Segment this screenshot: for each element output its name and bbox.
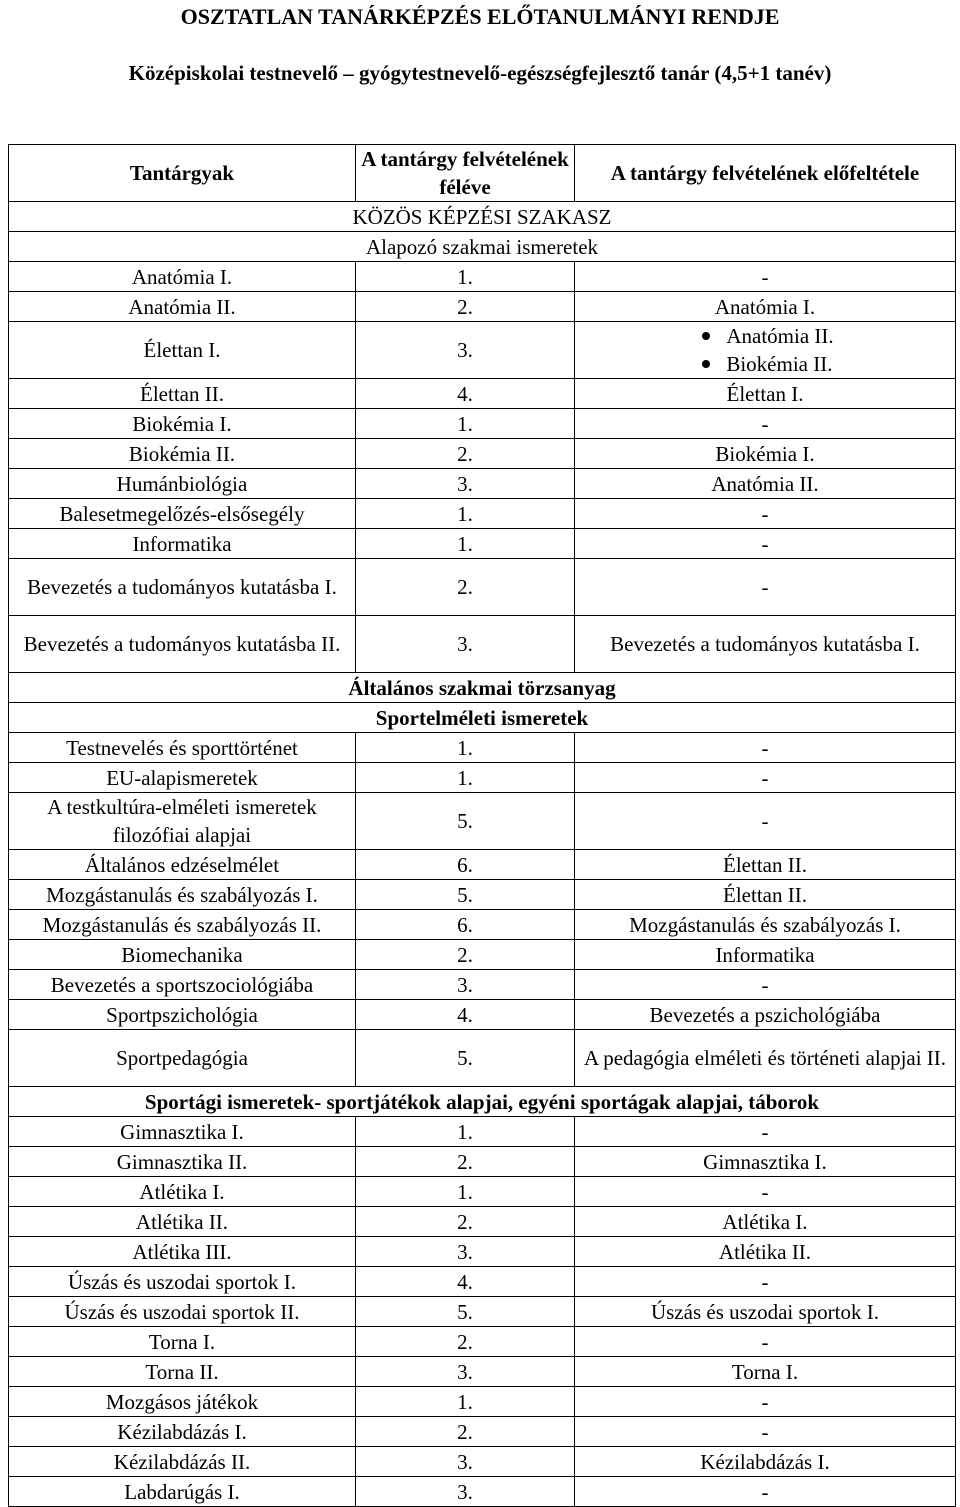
table-row	[9, 529, 956, 559]
subject-cell: Sportpszichológia	[9, 1000, 356, 1030]
subject-cell: Anatómia II.	[9, 292, 356, 322]
prerequisite-cell: Atlétika I.	[575, 1207, 956, 1237]
semester-cell: 2.	[356, 940, 575, 970]
subject-cell: Általános edzéselmélet	[9, 850, 356, 880]
semester-cell: 1.	[356, 1387, 575, 1417]
prerequisite-cell: Élettan I.	[575, 379, 956, 409]
subject-cell: Informatika	[9, 529, 356, 559]
prerequisite-cell: Informatika	[575, 940, 956, 970]
prerequisite-cell: -	[575, 1417, 956, 1447]
subject-cell: Balesetmegelőzés-elsősegély	[9, 499, 356, 529]
semester-cell: 1.	[356, 1177, 575, 1207]
prerequisite-cell: -	[575, 529, 956, 559]
prerequisite-cell: -	[575, 409, 956, 439]
semester-cell: 3.	[356, 469, 575, 499]
section-heading: Sportági ismeretek- sportjátékok alapjai, egyéni sportágak alapjai, táborok	[9, 1087, 956, 1117]
table-row	[9, 1147, 956, 1177]
table-row	[9, 1207, 956, 1237]
prerequisite-list-item	[696, 350, 833, 378]
table-row	[9, 1267, 956, 1297]
semester-cell: 4.	[356, 1000, 575, 1030]
prerequisite-cell: -	[575, 499, 956, 529]
semester-cell: 3.	[356, 970, 575, 1000]
prerequisite-cell: -	[575, 1267, 956, 1297]
prerequisite-cell: Torna I.	[575, 1357, 956, 1387]
table-row	[9, 1030, 956, 1087]
table-body	[9, 202, 956, 1507]
bullet-icon	[702, 360, 710, 368]
semester-cell: 5.	[356, 793, 575, 850]
semester-cell: 1.	[356, 1117, 575, 1147]
semester-cell: 1.	[356, 529, 575, 559]
table-row	[9, 469, 956, 499]
prerequisite-cell: Gimnasztika I.	[575, 1147, 956, 1177]
subject-cell: Biokémia I.	[9, 409, 356, 439]
semester-cell: 5.	[356, 1297, 575, 1327]
semester-cell: 3.	[356, 1477, 575, 1507]
prerequisite-cell: -	[575, 1387, 956, 1417]
semester-cell: 3.	[356, 1237, 575, 1267]
prerequisite-list-item	[696, 322, 833, 350]
section-row	[9, 673, 956, 703]
semester-cell: 1.	[356, 733, 575, 763]
table-row	[9, 1000, 956, 1030]
subject-cell: Úszás és uszodai sportok II.	[9, 1297, 356, 1327]
subject-cell: Élettan I.	[9, 322, 356, 379]
subject-cell: Atlétika III.	[9, 1237, 356, 1267]
table-row	[9, 262, 956, 292]
table-row	[9, 793, 956, 850]
semester-cell: 4.	[356, 1267, 575, 1297]
section-heading: Alapozó szakmai ismeretek	[9, 232, 956, 262]
section-heading: Általános szakmai törzsanyag	[9, 673, 956, 703]
table-row	[9, 1447, 956, 1477]
table-row	[9, 1357, 956, 1387]
table-row	[9, 880, 956, 910]
subject-cell: Kézilabdázás II.	[9, 1447, 356, 1477]
section-row	[9, 1087, 956, 1117]
prerequisite-cell: Atlétika II.	[575, 1237, 956, 1267]
subject-cell: Gimnasztika II.	[9, 1147, 356, 1177]
section-row	[9, 202, 956, 232]
table-row	[9, 1387, 956, 1417]
prerequisite-text: Anatómia II.	[726, 324, 834, 348]
table-row	[9, 292, 956, 322]
semester-cell: 1.	[356, 763, 575, 793]
table-row	[9, 409, 956, 439]
subject-cell: Úszás és uszodai sportok I.	[9, 1267, 356, 1297]
table-row	[9, 763, 956, 793]
prerequisite-cell: Élettan II.	[575, 850, 956, 880]
semester-cell: 3.	[356, 1357, 575, 1387]
prerequisite-cell: -	[575, 970, 956, 1000]
subject-cell: Biokémia II.	[9, 439, 356, 469]
table-row	[9, 910, 956, 940]
prerequisite-cell: -	[575, 763, 956, 793]
table-row	[9, 940, 956, 970]
header-prerequisite: A tantárgy felvételének előfeltétele	[575, 145, 956, 202]
bullet-icon	[702, 332, 710, 340]
semester-cell: 2.	[356, 292, 575, 322]
prerequisite-cell: -	[575, 1117, 956, 1147]
semester-cell: 1.	[356, 262, 575, 292]
subject-cell: Bevezetés a tudományos kutatásba II.	[9, 616, 356, 673]
table-row	[9, 1477, 956, 1507]
semester-cell: 2.	[356, 1147, 575, 1177]
table-row	[9, 559, 956, 616]
semester-cell: 3.	[356, 1447, 575, 1477]
semester-cell: 2.	[356, 1207, 575, 1237]
page-title: OSZTATLAN TANÁRKÉPZÉS ELŐTANULMÁNYI RENDJE	[180, 4, 780, 29]
subject-cell: Biomechanika	[9, 940, 356, 970]
prerequisite-cell: -	[575, 262, 956, 292]
prerequisite-cell: -	[575, 1327, 956, 1357]
subject-cell: Testnevelés és sporttörténet	[9, 733, 356, 763]
semester-cell: 6.	[356, 850, 575, 880]
subject-cell: Torna I.	[9, 1327, 356, 1357]
subject-cell: Mozgásos játékok	[9, 1387, 356, 1417]
prerequisite-cell: Biokémia I.	[575, 439, 956, 469]
prerequisite-cell	[575, 322, 956, 379]
prerequisite-cell: Anatómia I.	[575, 292, 956, 322]
table-row	[9, 439, 956, 469]
header-subjects: Tantárgyak	[9, 145, 356, 202]
semester-cell: 6.	[356, 910, 575, 940]
section-heading: KÖZÖS KÉPZÉSI SZAKASZ	[9, 202, 956, 232]
curriculum-table	[8, 144, 956, 1507]
section-row	[9, 232, 956, 262]
prerequisite-list	[696, 322, 833, 378]
table-row	[9, 1297, 956, 1327]
prerequisite-cell: -	[575, 793, 956, 850]
subject-cell: Bevezetés a tudományos kutatásba I.	[9, 559, 356, 616]
table-row	[9, 1117, 956, 1147]
table-row	[9, 1417, 956, 1447]
table-row	[9, 616, 956, 673]
prerequisite-cell: Bevezetés a pszichológiába	[575, 1000, 956, 1030]
semester-cell: 3.	[356, 616, 575, 673]
header-semester: A tantárgy felvételének féléve	[356, 145, 575, 202]
table-row	[9, 733, 956, 763]
table-header-row	[9, 145, 956, 202]
subject-cell: Anatómia I.	[9, 262, 356, 292]
semester-cell: 4.	[356, 379, 575, 409]
prerequisite-cell: -	[575, 733, 956, 763]
subject-cell: EU-alapismeretek	[9, 763, 356, 793]
prerequisite-cell: Kézilabdázás I.	[575, 1447, 956, 1477]
prerequisite-cell: -	[575, 1177, 956, 1207]
table-row	[9, 322, 956, 379]
subject-cell: Torna II.	[9, 1357, 356, 1387]
table-row	[9, 379, 956, 409]
table-row	[9, 1237, 956, 1267]
subject-cell: Mozgástanulás és szabályozás II.	[9, 910, 356, 940]
subject-cell: Atlétika II.	[9, 1207, 356, 1237]
subject-cell: Humánbiológia	[9, 469, 356, 499]
subject-cell: A testkultúra-elméleti ismeretek filozófiai alapjai	[9, 793, 356, 850]
semester-cell: 5.	[356, 1030, 575, 1087]
subject-cell: Élettan II.	[9, 379, 356, 409]
prerequisite-text: Biokémia II.	[726, 352, 833, 376]
semester-cell: 2.	[356, 439, 575, 469]
subject-cell: Bevezetés a sportszociológiába	[9, 970, 356, 1000]
table-row	[9, 850, 956, 880]
page-subtitle: Középiskolai testnevelő – gyógytestnevelő-egészségfejlesztő tanár (4,5+1 tanév)	[128, 61, 832, 85]
table-row	[9, 1327, 956, 1357]
subject-cell: Mozgástanulás és szabályozás I.	[9, 880, 356, 910]
prerequisite-cell: -	[575, 1477, 956, 1507]
prerequisite-cell: -	[575, 559, 956, 616]
prerequisite-cell: Bevezetés a tudományos kutatásba I.	[575, 616, 956, 673]
semester-cell: 2.	[356, 1327, 575, 1357]
prerequisite-cell: Mozgástanulás és szabályozás I.	[575, 910, 956, 940]
subject-cell: Atlétika I.	[9, 1177, 356, 1207]
semester-cell: 2.	[356, 559, 575, 616]
subject-cell: Gimnasztika I.	[9, 1117, 356, 1147]
prerequisite-cell: A pedagógia elméleti és történeti alapjai II.	[575, 1030, 956, 1087]
semester-cell: 1.	[356, 409, 575, 439]
subject-cell: Kézilabdázás I.	[9, 1417, 356, 1447]
semester-cell: 1.	[356, 499, 575, 529]
table-row	[9, 970, 956, 1000]
prerequisite-cell: Élettan II.	[575, 880, 956, 910]
prerequisite-cell: Úszás és uszodai sportok I.	[575, 1297, 956, 1327]
prerequisite-cell: Anatómia II.	[575, 469, 956, 499]
table-row	[9, 499, 956, 529]
subject-cell: Sportpedagógia	[9, 1030, 356, 1087]
subject-cell: Labdarúgás I.	[9, 1477, 356, 1507]
semester-cell: 3.	[356, 322, 575, 379]
semester-cell: 2.	[356, 1417, 575, 1447]
semester-cell: 5.	[356, 880, 575, 910]
table-row	[9, 1177, 956, 1207]
section-heading: Sportelméleti ismeretek	[9, 703, 956, 733]
section-row	[9, 703, 956, 733]
